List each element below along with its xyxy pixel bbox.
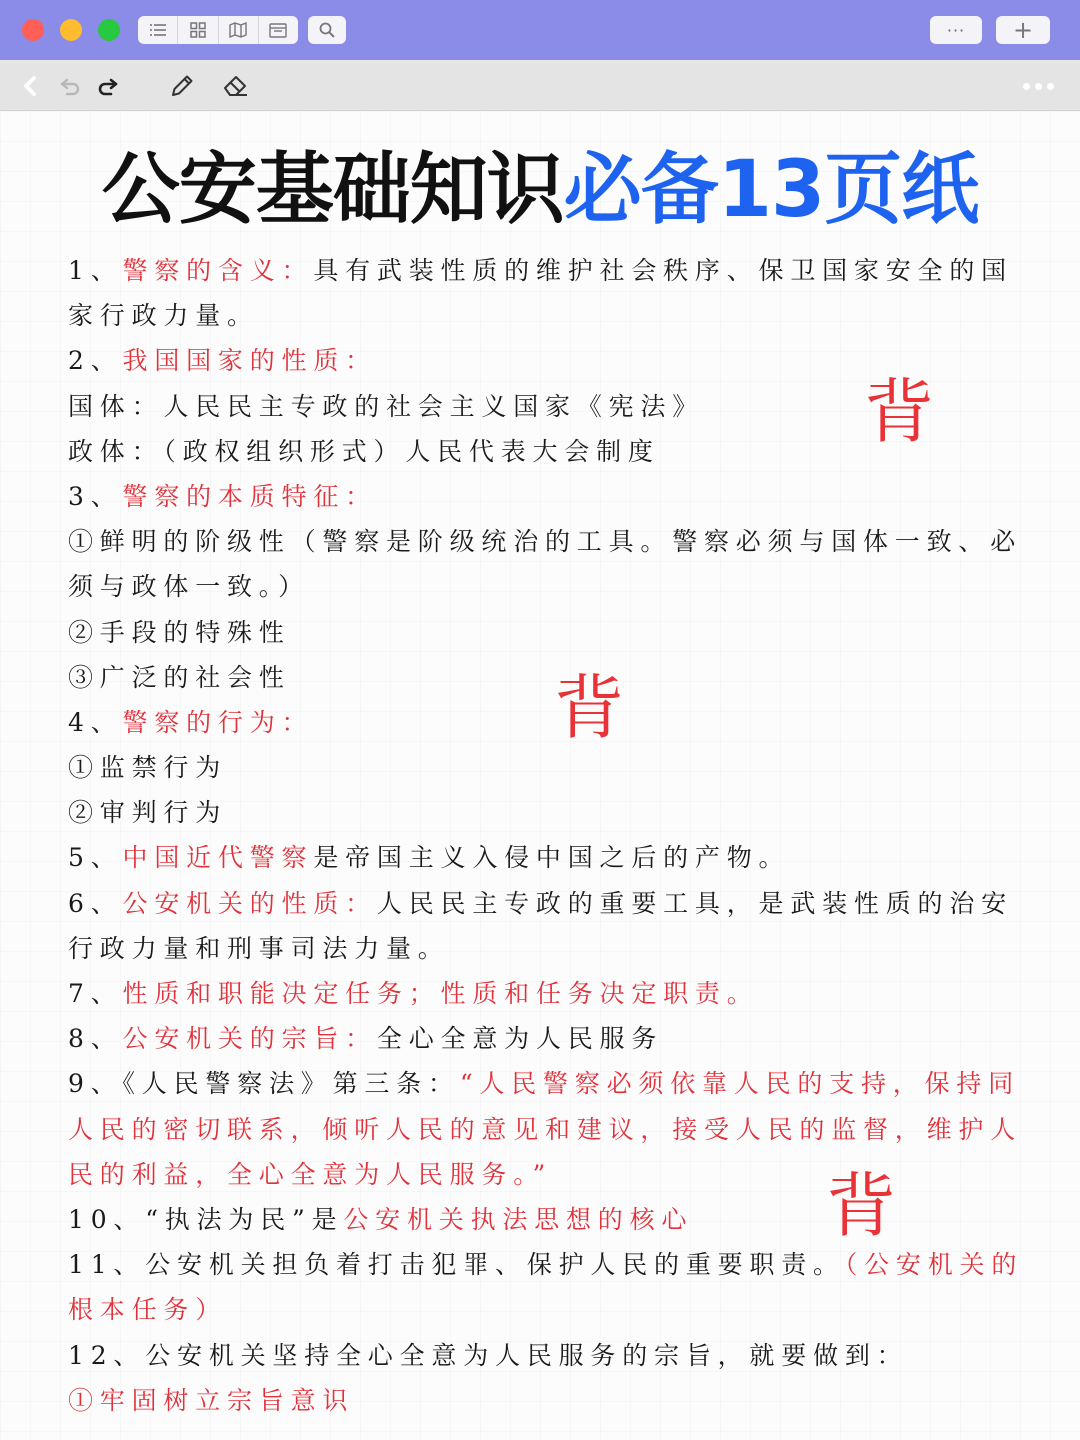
body-text: 行政力量和刑事司法力量。 [68, 933, 450, 963]
title-part-1: 公安基础知识 [101, 145, 564, 235]
body-text: 9、《人民警察法》第三条： [68, 1069, 460, 1099]
body-text: 政体：（政权组织形式）人民代表大会制度 [68, 436, 660, 466]
undo-button[interactable] [56, 72, 84, 100]
more-options-button[interactable] [1023, 72, 1054, 100]
close-window-button[interactable] [22, 19, 44, 41]
body-text: ②审判行为 [68, 798, 228, 828]
body-text: 4、 [68, 707, 123, 737]
grid-view-icon [190, 22, 206, 38]
pen-icon [169, 73, 195, 99]
body-text: 家行政力量。 [68, 301, 259, 331]
window-titlebar [0, 0, 1080, 60]
text-line [68, 835, 1034, 880]
text-line [68, 1333, 1034, 1378]
body-text: ①鲜明的阶级性（警察是阶级统治的工具。警察必须与国体一致、必 [68, 527, 1023, 557]
text-line [68, 1378, 1034, 1423]
text-line [68, 1287, 1034, 1332]
search-icon [319, 22, 335, 38]
map-icon [229, 22, 247, 38]
body-text: 12、公安机关坚持全心全意为人民服务的宗旨，就要做到： [68, 1340, 909, 1370]
body-text: 1、 [68, 256, 123, 285]
body-text: 2、 [68, 346, 123, 376]
body-text: 6、 [68, 888, 123, 918]
body-text: 须与政体一致。） [68, 572, 310, 602]
body-text: 8、 [68, 1024, 123, 1054]
text-line [68, 519, 1034, 564]
body-text: ①监禁行为 [68, 753, 228, 783]
zoom-window-button[interactable] [98, 19, 120, 41]
view-mode-segmented-control [138, 16, 298, 44]
text-line [68, 474, 1034, 519]
calendar-view-button[interactable] [259, 16, 298, 44]
text-line [68, 1061, 1034, 1106]
highlighted-text: “人民警察必须依靠人民的支持，保持同 [459, 1069, 1020, 1099]
highlighted-text: 我国国家的性质： [122, 346, 377, 376]
text-line [68, 745, 1034, 790]
highlighted-text: 公安机关的宗旨： [122, 1024, 377, 1054]
list-view-icon [149, 23, 167, 37]
text-line [68, 564, 1034, 609]
eraser-tool-button[interactable] [222, 72, 250, 100]
title-part-2: 必备13页纸 [563, 145, 979, 235]
highlighted-text: 中国近代警察 [122, 843, 314, 873]
eraser-icon [222, 73, 250, 99]
minimize-window-button[interactable] [60, 19, 82, 41]
list-view-button[interactable] [138, 16, 178, 44]
text-line [68, 1242, 1034, 1287]
more-button[interactable]: ··· [930, 16, 982, 44]
grid-view-button[interactable] [178, 16, 218, 44]
redo-icon [97, 76, 119, 96]
handwritten-annotation: 背 [826, 1165, 896, 1247]
highlighted-text: 根本任务） [68, 1295, 228, 1325]
text-line [68, 655, 1034, 700]
undo-icon [59, 76, 81, 96]
highlighted-text: 民的利益，全心全意为人民服务。” [68, 1159, 553, 1189]
back-arrow-icon [22, 75, 38, 97]
body-text: 人民民主专政的重要工具，是武装性质的治安 [376, 888, 1013, 918]
highlighted-text: 警察的含义： [122, 256, 314, 285]
editor-toolbar [0, 60, 1080, 111]
redo-button[interactable] [94, 72, 122, 100]
highlighted-text: 公安机关的性质： [122, 888, 377, 918]
highlighted-text: 警察的本质特征： [122, 481, 377, 511]
pen-tool-button[interactable] [168, 72, 196, 100]
text-line [68, 926, 1034, 971]
body-text: 国体：人民民主专政的社会主义国家《宪法》 [68, 391, 705, 421]
body-text: 10、“执法为民”是 [68, 1204, 344, 1234]
text-line [68, 1107, 1034, 1152]
text-line [68, 610, 1034, 655]
back-button[interactable] [16, 72, 44, 100]
text-line [68, 700, 1034, 745]
body-text: 7、 [68, 979, 123, 1008]
text-line [68, 881, 1034, 926]
page-title [0, 140, 1080, 240]
text-line [68, 1016, 1034, 1061]
body-text: 11、公安机关担负着打击犯罪、保护人民的重要职责。 [68, 1250, 845, 1280]
highlighted-text: 性质和职能决定任务；性质和任务决定职责。 [122, 979, 759, 1008]
text-line [68, 248, 1034, 293]
more-dots-icon [1023, 83, 1030, 90]
body-text: 是帝国主义入侵中国之后的产物。 [313, 843, 791, 873]
highlighted-text: 公安机关执法思想的核心 [343, 1204, 694, 1234]
highlighted-text: ①牢固树立宗旨意识 [68, 1385, 355, 1415]
text-line [68, 790, 1034, 835]
text-line [68, 293, 1034, 338]
highlighted-text: 人民的密切联系，倾听人民的意见和建议，接受人民的监督，维护人 [68, 1114, 1023, 1144]
handwritten-annotation: 背 [864, 371, 934, 453]
body-text: 全心全意为人民服务 [376, 1024, 664, 1054]
map-view-button[interactable] [219, 16, 259, 44]
add-page-button[interactable]: + [996, 16, 1050, 44]
calendar-icon [269, 22, 287, 38]
body-text: 具有武装性质的维护社会秩序、保卫国家安全的国 [313, 256, 1013, 285]
text-line [68, 971, 1034, 1016]
handwritten-annotation: 背 [554, 667, 624, 749]
body-text: 3、 [68, 481, 123, 511]
body-text: 5、 [68, 843, 123, 873]
body-text: ③广泛的社会性 [68, 662, 291, 692]
search-button[interactable] [308, 16, 346, 44]
highlighted-text: 警察的行为： [122, 707, 314, 737]
body-text: ②手段的特殊性 [68, 617, 291, 647]
highlighted-text: （公安机关的 [844, 1250, 1024, 1280]
